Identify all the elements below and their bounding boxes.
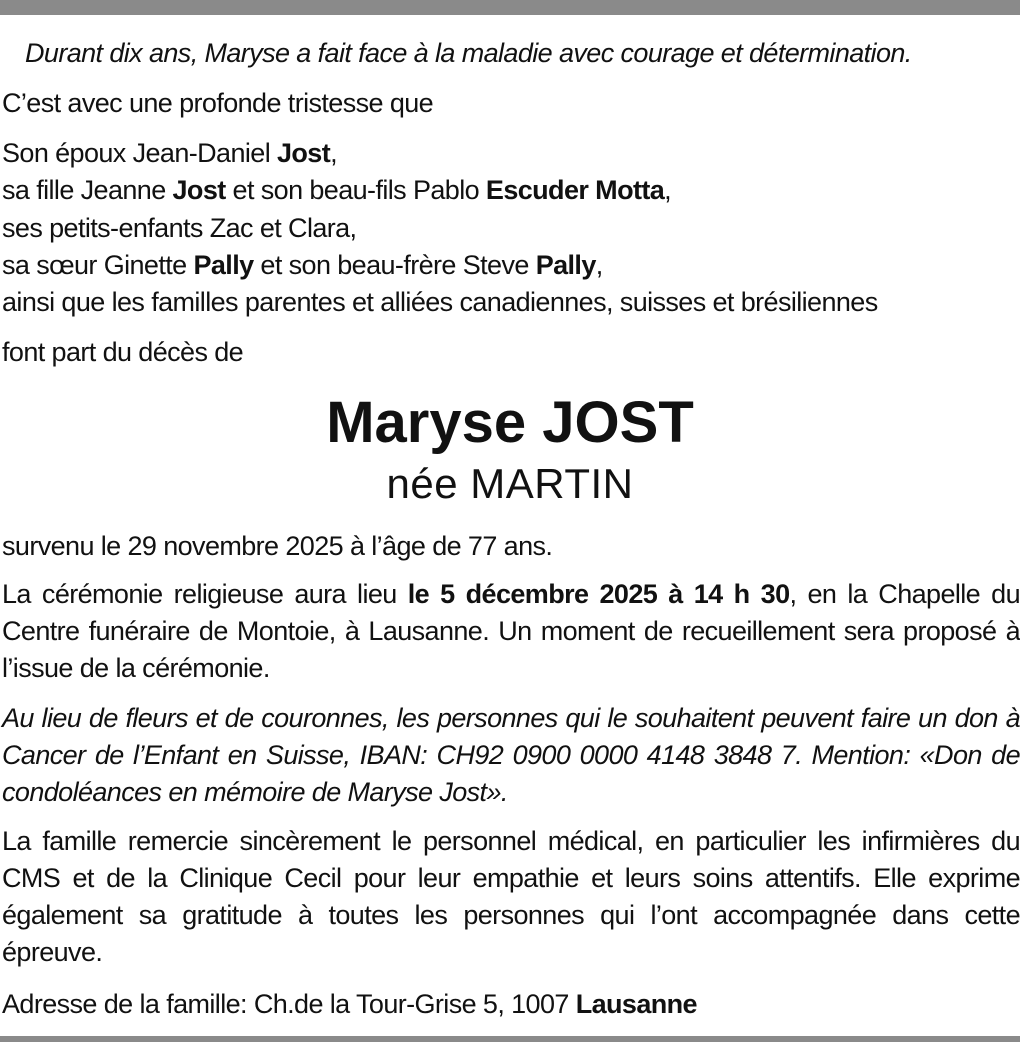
family-line: Son époux Jean-Daniel Jost, [2, 138, 338, 168]
announce-line: font part du décès de [2, 337, 244, 367]
donation-paragraph: Au lieu de fleurs et de couronnes, les personnes qui le souhaitent peuvent faire un don à Cancer de l’Enfant en Suisse, IBAN: CH92 0900 0000 4148 3848 7. Mention: «Don de condoléances en mémoire de Maryse Jost». [2, 703, 1020, 807]
intro-line: Durant dix ans, Maryse a fait face à la maladie avec courage et détermination. [25, 38, 912, 68]
top-rule [0, 0, 1020, 15]
family-line: ainsi que les familles parentes et alliées canadiennes, suisses et brésiliennes [2, 287, 878, 317]
maiden-name: née MARTIN [386, 460, 634, 507]
family-line: sa sœur Ginette Pally et son beau-frère Steve Pally, [2, 250, 603, 280]
deceased-name: Maryse JOST [326, 390, 694, 455]
bottom-rule [0, 1036, 1020, 1042]
ceremony-paragraph: La cérémonie religieuse aura lieu le 5 décembre 2025 à 14 h 30, en la Chapelle du Centre funéraire de Montoie, à Lausanne. Un moment de recueillement sera proposé à l’issue de la cérémonie. [2, 579, 1020, 683]
family-line: sa fille Jeanne Jost et son beau-fils Pablo Escuder Motta, [2, 175, 672, 205]
family-line: ses petits-enfants Zac et Clara, [2, 213, 357, 243]
family-address: Adresse de la famille: Ch.de la Tour-Grise 5, 1007 Lausanne [2, 989, 697, 1019]
opening-line: C’est avec une profonde tristesse que [2, 88, 434, 118]
death-line: survenu le 29 novembre 2025 à l’âge de 77 ans. [2, 531, 553, 561]
thanks-paragraph: La famille remercie sincèrement le personnel médical, en particulier les infirmières du CMS et de la Clinique Cecil pour leur empathie et leurs soins attentifs. Elle exprime également sa gratitude à toutes les personnes qui l’ont accompagnée dans cette épreuve. [2, 826, 1020, 967]
